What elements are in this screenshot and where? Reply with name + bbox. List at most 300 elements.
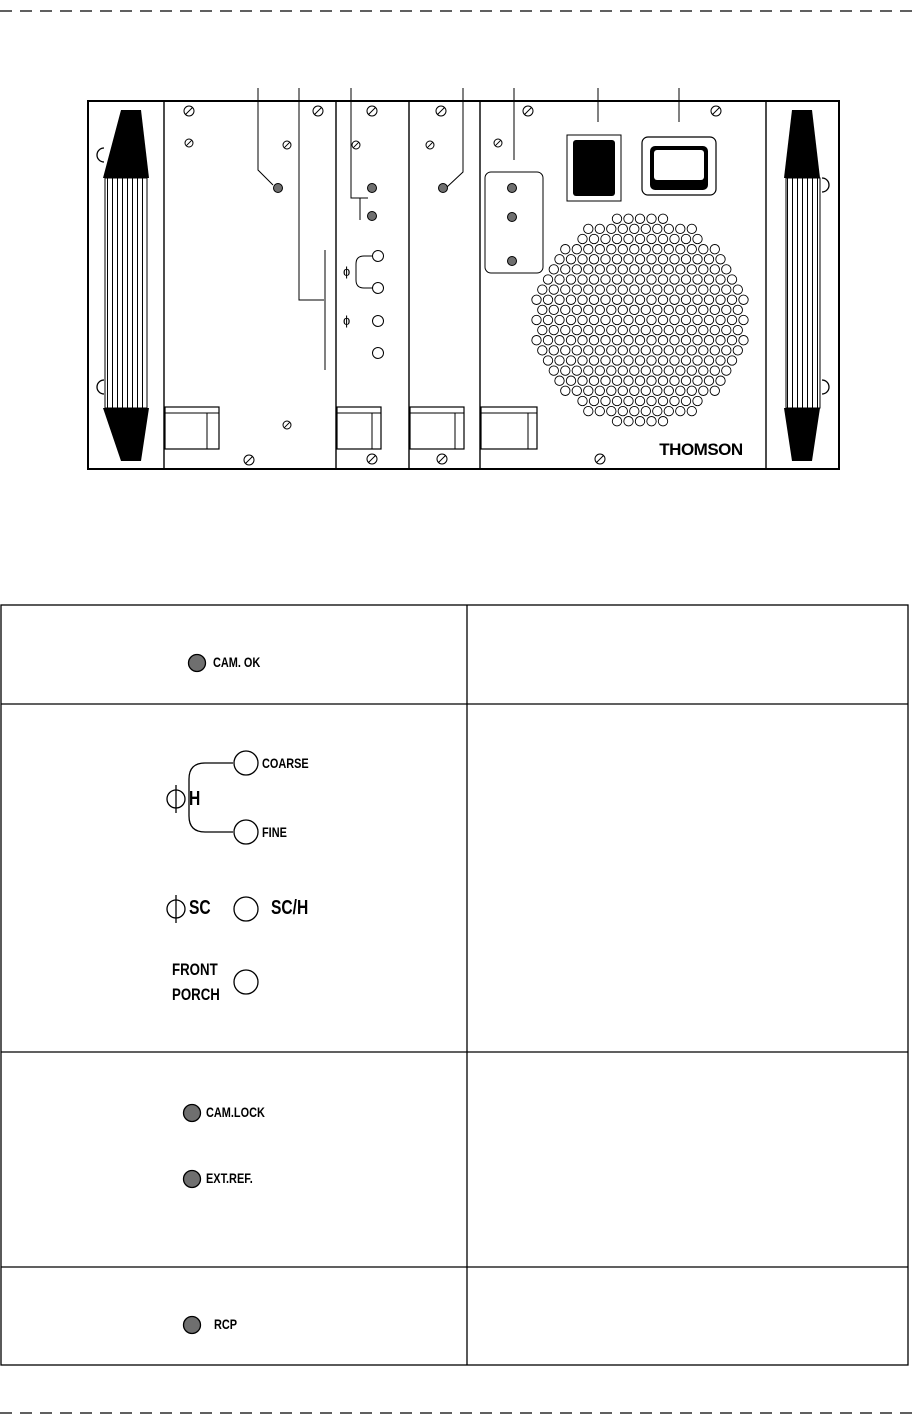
grille-hole bbox=[607, 305, 616, 314]
screw bbox=[437, 454, 447, 464]
grille-hole bbox=[641, 325, 650, 334]
grille-hole bbox=[624, 234, 633, 243]
grille-hole bbox=[612, 417, 621, 426]
grille-hole bbox=[704, 275, 713, 284]
grille-hole bbox=[676, 285, 685, 294]
screw bbox=[494, 139, 502, 147]
sc-phase-label: SC bbox=[189, 897, 211, 919]
grille-hole bbox=[670, 336, 679, 345]
grille-hole bbox=[647, 356, 656, 365]
grille-hole bbox=[635, 234, 644, 243]
grille-hole bbox=[566, 295, 575, 304]
grille-hole bbox=[647, 376, 656, 385]
ext-ref-led-symbol bbox=[184, 1171, 201, 1188]
grille-hole bbox=[670, 275, 679, 284]
grille-hole bbox=[653, 386, 662, 395]
grille-hole bbox=[716, 376, 725, 385]
grille-hole bbox=[566, 336, 575, 345]
grille-hole bbox=[630, 245, 639, 254]
grille-hole bbox=[624, 336, 633, 345]
rcp-led bbox=[439, 184, 448, 193]
grille-hole bbox=[607, 366, 616, 375]
cam-ok-led bbox=[274, 184, 283, 193]
grille-hole bbox=[549, 325, 558, 334]
screw bbox=[523, 106, 533, 116]
grille-hole bbox=[595, 285, 604, 294]
grille-hole bbox=[584, 406, 593, 415]
grille-hole bbox=[607, 285, 616, 294]
grille-hole bbox=[624, 275, 633, 284]
grille-hole bbox=[704, 295, 713, 304]
grille-hole bbox=[561, 325, 570, 334]
grille-hole bbox=[710, 346, 719, 355]
h-phase-fine-pot[interactable] bbox=[373, 283, 384, 294]
grille-hole bbox=[624, 214, 633, 223]
grille-hole bbox=[538, 285, 547, 294]
grille-hole bbox=[607, 406, 616, 415]
grille-hole bbox=[635, 356, 644, 365]
power-switch[interactable] bbox=[567, 135, 621, 201]
rcp-led-symbol bbox=[184, 1317, 201, 1334]
table-row bbox=[167, 751, 258, 994]
grille-hole bbox=[722, 285, 731, 294]
grille-hole bbox=[601, 255, 610, 264]
grille-hole bbox=[658, 417, 667, 426]
grille-hole bbox=[618, 224, 627, 233]
grille-hole bbox=[630, 386, 639, 395]
grille-hole bbox=[612, 315, 621, 324]
grille-hole bbox=[647, 214, 656, 223]
grille-hole bbox=[595, 245, 604, 254]
grille-hole bbox=[681, 376, 690, 385]
grille-hole bbox=[647, 396, 656, 405]
grille-hole bbox=[681, 396, 690, 405]
grille-hole bbox=[670, 315, 679, 324]
screw bbox=[367, 454, 377, 464]
grille-hole bbox=[612, 295, 621, 304]
grille-hole bbox=[693, 336, 702, 345]
grille-hole bbox=[612, 356, 621, 365]
grille-hole bbox=[716, 336, 725, 345]
sc-h-label: SC/H bbox=[271, 897, 309, 919]
grille-hole bbox=[566, 315, 575, 324]
grille-hole bbox=[693, 396, 702, 405]
grille-hole bbox=[607, 346, 616, 355]
grille-hole bbox=[653, 406, 662, 415]
grille-hole bbox=[727, 336, 736, 345]
grille-hole bbox=[589, 336, 598, 345]
grille-hole bbox=[549, 285, 558, 294]
grille-hole bbox=[664, 346, 673, 355]
grille-hole bbox=[630, 285, 639, 294]
grille-hole bbox=[612, 396, 621, 405]
screw bbox=[711, 106, 721, 116]
grille-hole bbox=[693, 255, 702, 264]
grille-hole bbox=[658, 295, 667, 304]
grille-hole bbox=[578, 336, 587, 345]
front-porch-pot-symbol bbox=[234, 970, 258, 994]
grille-hole bbox=[699, 305, 708, 314]
coarse-label: COARSE bbox=[262, 755, 309, 771]
grille-hole bbox=[549, 366, 558, 375]
grille-hole bbox=[664, 224, 673, 233]
grille-hole bbox=[572, 325, 581, 334]
grille-hole bbox=[653, 305, 662, 314]
grille-hole bbox=[578, 275, 587, 284]
grille-hole bbox=[687, 325, 696, 334]
grille-hole bbox=[612, 255, 621, 264]
grille-hole bbox=[635, 376, 644, 385]
grille-hole bbox=[589, 234, 598, 243]
grille-hole bbox=[681, 356, 690, 365]
grille-hole bbox=[653, 245, 662, 254]
grille-hole bbox=[618, 285, 627, 294]
grille-hole bbox=[658, 315, 667, 324]
grille-hole bbox=[555, 275, 564, 284]
grille-hole bbox=[566, 376, 575, 385]
grille-hole bbox=[595, 346, 604, 355]
grille-hole bbox=[601, 336, 610, 345]
grille-hole bbox=[647, 295, 656, 304]
indicator-led bbox=[508, 257, 517, 266]
grille-hole bbox=[572, 245, 581, 254]
cam-lock-label: CAM.LOCK bbox=[206, 1104, 265, 1120]
grille-hole bbox=[676, 386, 685, 395]
grille-hole bbox=[727, 315, 736, 324]
grille-hole bbox=[722, 346, 731, 355]
grille-hole bbox=[710, 366, 719, 375]
grille-hole bbox=[561, 285, 570, 294]
grille-hole bbox=[532, 295, 541, 304]
grille-hole bbox=[589, 315, 598, 324]
ext-ref-label: EXT.REF. bbox=[206, 1170, 253, 1186]
grille-hole bbox=[693, 356, 702, 365]
grille-hole bbox=[693, 376, 702, 385]
grille-hole bbox=[699, 325, 708, 334]
grille-hole bbox=[630, 406, 639, 415]
grille-hole bbox=[641, 265, 650, 274]
grille-hole bbox=[555, 376, 564, 385]
grille-hole bbox=[601, 234, 610, 243]
screw bbox=[184, 106, 194, 116]
grille-hole bbox=[641, 346, 650, 355]
grille-hole bbox=[538, 346, 547, 355]
grille-hole bbox=[641, 224, 650, 233]
grille-hole bbox=[716, 255, 725, 264]
grille-hole bbox=[664, 366, 673, 375]
grille-hole bbox=[584, 325, 593, 334]
grille-hole bbox=[607, 325, 616, 334]
grille-hole bbox=[543, 315, 552, 324]
grille-hole bbox=[693, 275, 702, 284]
grille-hole bbox=[676, 245, 685, 254]
grille-hole bbox=[612, 234, 621, 243]
grille-hole bbox=[584, 366, 593, 375]
grille-hole bbox=[561, 366, 570, 375]
panel-screws bbox=[184, 106, 721, 465]
grille-hole bbox=[687, 406, 696, 415]
grille-hole bbox=[733, 325, 742, 334]
grille-hole bbox=[693, 295, 702, 304]
grille-hole bbox=[624, 376, 633, 385]
grille-hole bbox=[653, 325, 662, 334]
grille-hole bbox=[687, 245, 696, 254]
h-phase-coarse-pot[interactable] bbox=[373, 251, 384, 262]
grille-hole bbox=[543, 356, 552, 365]
sc-phase-pot[interactable] bbox=[373, 316, 384, 327]
grille-hole bbox=[578, 396, 587, 405]
grille-hole bbox=[704, 336, 713, 345]
grille-hole bbox=[561, 245, 570, 254]
grille-hole bbox=[630, 325, 639, 334]
grille-hole bbox=[532, 315, 541, 324]
grille-hole bbox=[578, 376, 587, 385]
card-pull-recess bbox=[165, 407, 219, 449]
grille-hole bbox=[601, 356, 610, 365]
front-porch-pot[interactable] bbox=[373, 348, 384, 359]
grille-hole bbox=[704, 315, 713, 324]
coarse-pot-symbol bbox=[234, 751, 258, 775]
grille-hole bbox=[647, 255, 656, 264]
grille-hole bbox=[641, 245, 650, 254]
screw bbox=[313, 106, 323, 116]
grille-hole bbox=[549, 265, 558, 274]
grille-hole bbox=[612, 336, 621, 345]
grille-hole bbox=[676, 366, 685, 375]
grille-hole bbox=[658, 356, 667, 365]
front-panel bbox=[88, 88, 839, 469]
grille-hole bbox=[710, 386, 719, 395]
speaker-grille bbox=[532, 214, 748, 426]
grille-hole bbox=[722, 366, 731, 375]
grille-hole bbox=[572, 265, 581, 274]
grille-hole bbox=[710, 325, 719, 334]
grille-hole bbox=[566, 275, 575, 284]
grille-hole bbox=[739, 336, 748, 345]
grille-hole bbox=[566, 356, 575, 365]
grille-hole bbox=[601, 376, 610, 385]
grille-hole bbox=[601, 275, 610, 284]
front-porch-label-line1: FRONT bbox=[172, 960, 218, 979]
grille-hole bbox=[641, 406, 650, 415]
cam-ok-led-symbol bbox=[189, 655, 206, 672]
grille-hole bbox=[595, 325, 604, 334]
grille-hole bbox=[658, 275, 667, 284]
grille-hole bbox=[578, 315, 587, 324]
grille-hole bbox=[612, 376, 621, 385]
grille-hole bbox=[618, 245, 627, 254]
grille-hole bbox=[635, 315, 644, 324]
grille-hole bbox=[607, 265, 616, 274]
grille-hole bbox=[670, 376, 679, 385]
grille-hole bbox=[589, 356, 598, 365]
grille-hole bbox=[699, 366, 708, 375]
grille-hole bbox=[589, 275, 598, 284]
grille-hole bbox=[561, 386, 570, 395]
grille-hole bbox=[653, 366, 662, 375]
grille-hole bbox=[653, 265, 662, 274]
grille-hole bbox=[676, 346, 685, 355]
grille-hole bbox=[538, 305, 547, 314]
table-row bbox=[184, 1317, 201, 1334]
grille-hole bbox=[693, 234, 702, 243]
grille-hole bbox=[699, 346, 708, 355]
grille-hole bbox=[532, 336, 541, 345]
grille-hole bbox=[727, 295, 736, 304]
grille-hole bbox=[624, 255, 633, 264]
grille-hole bbox=[670, 356, 679, 365]
phase-h-bracket bbox=[356, 256, 372, 288]
grille-hole bbox=[595, 224, 604, 233]
grille-hole bbox=[722, 325, 731, 334]
grille-hole bbox=[647, 275, 656, 284]
grille-hole bbox=[647, 234, 656, 243]
grille-hole bbox=[584, 386, 593, 395]
grille-hole bbox=[658, 234, 667, 243]
grille-hole bbox=[555, 315, 564, 324]
grille-hole bbox=[704, 255, 713, 264]
grille-hole bbox=[630, 224, 639, 233]
grille-hole bbox=[589, 376, 598, 385]
grille-hole bbox=[618, 325, 627, 334]
grille-hole bbox=[635, 275, 644, 284]
grille-hole bbox=[653, 224, 662, 233]
ext-ref-led bbox=[368, 212, 377, 221]
grille-hole bbox=[647, 315, 656, 324]
rocker-switch[interactable] bbox=[642, 137, 716, 195]
grille-hole bbox=[607, 224, 616, 233]
screw bbox=[244, 455, 254, 465]
cam-lock-led bbox=[368, 184, 377, 193]
grille-hole bbox=[716, 295, 725, 304]
grille-hole bbox=[710, 245, 719, 254]
grille-hole bbox=[595, 386, 604, 395]
grille-hole bbox=[658, 255, 667, 264]
screw bbox=[185, 139, 193, 147]
grille-hole bbox=[549, 305, 558, 314]
grille-hole bbox=[641, 386, 650, 395]
fine-pot-symbol bbox=[234, 820, 258, 844]
grille-hole bbox=[584, 224, 593, 233]
grille-hole bbox=[658, 336, 667, 345]
grille-hole bbox=[555, 356, 564, 365]
grille-hole bbox=[618, 386, 627, 395]
h-phase-label: H bbox=[189, 788, 201, 810]
grille-hole bbox=[601, 295, 610, 304]
grille-hole bbox=[607, 245, 616, 254]
cam-lock-led-symbol bbox=[184, 1105, 201, 1122]
phase-symbol: ɸ bbox=[343, 264, 351, 279]
grille-hole bbox=[716, 315, 725, 324]
grille-hole bbox=[681, 315, 690, 324]
grille-hole bbox=[704, 376, 713, 385]
grille-hole bbox=[664, 406, 673, 415]
grille-hole bbox=[584, 265, 593, 274]
grille-hole bbox=[676, 406, 685, 415]
grille-hole bbox=[618, 305, 627, 314]
grille-hole bbox=[681, 336, 690, 345]
grille-hole bbox=[727, 356, 736, 365]
grille-hole bbox=[722, 265, 731, 274]
grille-hole bbox=[538, 325, 547, 334]
grille-hole bbox=[676, 265, 685, 274]
sc-h-pot-symbol bbox=[234, 897, 258, 921]
fine-label: FINE bbox=[262, 824, 287, 840]
grille-hole bbox=[572, 346, 581, 355]
grille-hole bbox=[664, 325, 673, 334]
indicator-led bbox=[508, 184, 517, 193]
grille-hole bbox=[687, 386, 696, 395]
right-handle bbox=[784, 110, 829, 461]
grille-hole bbox=[555, 255, 564, 264]
grille-hole bbox=[607, 386, 616, 395]
grille-hole bbox=[624, 356, 633, 365]
grille-hole bbox=[566, 255, 575, 264]
grille-hole bbox=[676, 305, 685, 314]
screw bbox=[367, 106, 377, 116]
grille-hole bbox=[699, 386, 708, 395]
grille-hole bbox=[612, 275, 621, 284]
grille-hole bbox=[681, 255, 690, 264]
grille-hole bbox=[572, 305, 581, 314]
grille-hole bbox=[681, 295, 690, 304]
grille-hole bbox=[716, 275, 725, 284]
phase-symbol: ɸ bbox=[343, 313, 351, 328]
grille-hole bbox=[641, 305, 650, 314]
grille-hole bbox=[699, 285, 708, 294]
grille-hole bbox=[664, 386, 673, 395]
grille-hole bbox=[722, 305, 731, 314]
grille-hole bbox=[664, 285, 673, 294]
grille-hole bbox=[635, 295, 644, 304]
grille-hole bbox=[710, 285, 719, 294]
screw bbox=[283, 421, 291, 429]
grille-hole bbox=[630, 265, 639, 274]
grille-hole bbox=[561, 265, 570, 274]
grille-hole bbox=[624, 315, 633, 324]
grille-hole bbox=[727, 275, 736, 284]
grille-hole bbox=[670, 255, 679, 264]
card-pull-recess bbox=[410, 407, 464, 449]
grille-hole bbox=[561, 346, 570, 355]
grille-hole bbox=[733, 285, 742, 294]
grille-hole bbox=[687, 224, 696, 233]
grille-hole bbox=[647, 417, 656, 426]
card-pull-recess bbox=[481, 407, 537, 449]
grille-hole bbox=[733, 305, 742, 314]
screw bbox=[426, 141, 434, 149]
grille-hole bbox=[618, 406, 627, 415]
grille-hole bbox=[561, 305, 570, 314]
grille-hole bbox=[710, 265, 719, 274]
grille-hole bbox=[555, 336, 564, 345]
screw bbox=[436, 106, 446, 116]
grille-hole bbox=[578, 295, 587, 304]
left-handle bbox=[97, 110, 149, 461]
grille-hole bbox=[635, 417, 644, 426]
grille-hole bbox=[543, 295, 552, 304]
grille-hole bbox=[641, 285, 650, 294]
grille-hole bbox=[658, 214, 667, 223]
grille-hole bbox=[543, 275, 552, 284]
table-row bbox=[189, 655, 206, 672]
front-porch-label-line2: PORCH bbox=[172, 985, 220, 1004]
grille-hole bbox=[664, 245, 673, 254]
grille-hole bbox=[572, 285, 581, 294]
grille-hole bbox=[635, 336, 644, 345]
rcp-label: RCP bbox=[214, 1316, 238, 1332]
grille-hole bbox=[630, 346, 639, 355]
